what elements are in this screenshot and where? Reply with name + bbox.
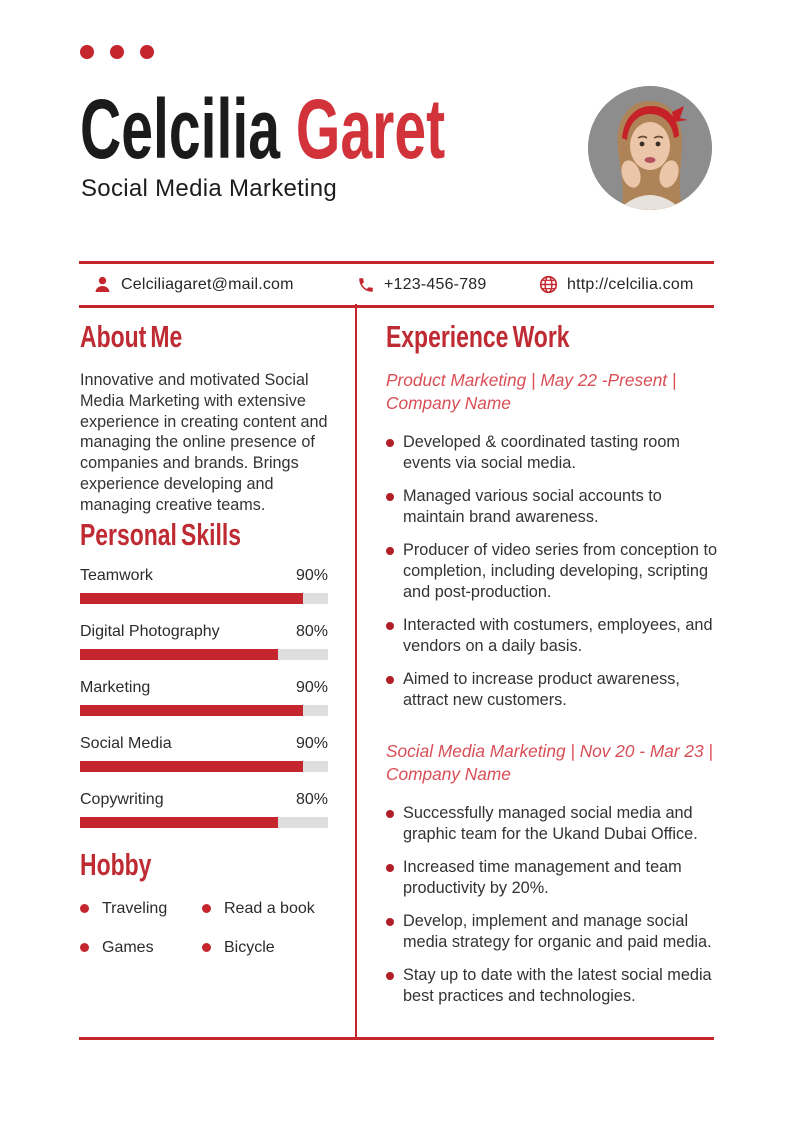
bottom-rule [79, 1037, 714, 1040]
dot-icon [140, 45, 154, 59]
skill-percent: 80% [295, 790, 328, 808]
skill-label: Teamwork [80, 566, 153, 584]
bullet-text: Aimed to increase product awareness, attract new customers. [403, 670, 680, 709]
skill-bar [80, 593, 328, 604]
skills-heading: Personal Skills [80, 516, 241, 552]
job-title: Product Marketing | May 22 -Present | Company Name [386, 370, 677, 413]
bullet-text: Stay up to date with the latest social media best practices and technologies. [403, 966, 712, 1005]
profile-photo-illustration [588, 86, 712, 210]
website-text: http://celcilia.com [567, 275, 694, 293]
skill-bar-fill [80, 649, 278, 660]
contact-email [93, 264, 294, 305]
job-bullets [386, 432, 718, 711]
skill-item [80, 678, 328, 716]
skill-row-header [80, 622, 328, 642]
skill-label: Digital Photography [80, 622, 220, 640]
skill-item [80, 622, 328, 660]
job-title: Social Media Marketing | Nov 20 - Mar 23 | Company Name [386, 741, 713, 784]
person-name [80, 82, 446, 176]
bullet-dot-icon [386, 439, 394, 447]
bullet-item [386, 615, 718, 657]
hobby-label: Games [102, 938, 154, 956]
about-heading: About Me [80, 319, 183, 354]
first-name: Celcilia [80, 82, 281, 176]
phone-icon [357, 276, 375, 294]
bullet-dot-icon [80, 904, 89, 913]
skill-bar-fill [80, 817, 278, 828]
bullet-text: Managed various social accounts to maintain brand awareness. [403, 487, 662, 526]
bullet-item [386, 857, 718, 899]
bullet-text: Interacted with costumers, employees, and vendors on a daily basis. [403, 616, 713, 655]
bullet-dot-icon [80, 943, 89, 952]
skill-bar [80, 705, 328, 716]
hobby-label: Bicycle [224, 938, 275, 956]
skill-item [80, 566, 328, 604]
dot-icon [110, 45, 124, 59]
last-name: Garet [295, 82, 446, 176]
contact-bar [79, 261, 714, 308]
skill-bar [80, 817, 328, 828]
skills-list [80, 566, 328, 828]
bullet-dot-icon [386, 547, 394, 555]
bullet-dot-icon [202, 904, 211, 913]
hobby-item [202, 900, 328, 918]
bullet-item [386, 965, 718, 1007]
skill-item [80, 734, 328, 772]
skill-bar [80, 649, 328, 660]
skill-percent: 80% [295, 622, 328, 640]
bullet-item [386, 486, 718, 528]
hobby-item [80, 939, 202, 957]
experience-heading: Experience Work [386, 319, 570, 354]
skill-item [80, 790, 328, 828]
skill-bar [80, 761, 328, 772]
phone-text: +123-456-789 [384, 275, 487, 293]
bullet-item [386, 669, 718, 711]
profile-photo [588, 86, 712, 210]
globe-icon [539, 275, 558, 294]
left-column [80, 318, 328, 957]
skill-label: Social Media [80, 734, 172, 752]
person-icon [93, 275, 112, 294]
column-divider [355, 304, 357, 1038]
skill-label: Copywriting [80, 790, 164, 808]
skill-percent: 90% [295, 566, 328, 584]
decorative-dots [80, 45, 154, 59]
contact-phone [357, 264, 487, 305]
skill-bar-fill [80, 761, 303, 772]
skill-percent: 90% [295, 678, 328, 696]
hobby-list [80, 900, 328, 957]
bullet-dot-icon [386, 810, 394, 818]
bullet-dot-icon [386, 864, 394, 872]
email-text: Celciliagaret@mail.com [121, 275, 294, 293]
hobby-label: Traveling [102, 899, 168, 917]
job-subtitle: Social Media Marketing [81, 175, 338, 202]
hobby-item [202, 939, 328, 957]
right-column [386, 318, 718, 1019]
dot-icon [80, 45, 94, 59]
skill-label: Marketing [80, 678, 151, 696]
skill-row-header [80, 678, 328, 698]
bullet-item [386, 540, 718, 603]
bullet-dot-icon [386, 676, 394, 684]
bullet-text: Develop, implement and manage social media strategy for organic and paid media. [403, 912, 712, 951]
bullet-text: Successfully managed social media and graphic team for the Ukand Dubai Office. [403, 804, 698, 843]
skill-bar-fill [80, 705, 303, 716]
bullet-dot-icon [202, 943, 211, 952]
bullet-text: Developed & coordinated tasting room events via social media. [403, 433, 680, 472]
bullet-item [386, 911, 718, 953]
experience-jobs [386, 369, 718, 1007]
skill-bar-fill [80, 593, 303, 604]
contact-website [539, 264, 694, 305]
bullet-dot-icon [386, 493, 394, 501]
bullet-dot-icon [386, 622, 394, 630]
about-text: Innovative and motivated Social Media Marketing with extensive experience in creating content and managing the online presence of companies and brands. Brings experience developing and managing creative teams. [80, 371, 328, 514]
skill-row-header [80, 790, 328, 810]
job-bullets [386, 803, 718, 1007]
hobby-heading: Hobby [80, 846, 152, 882]
hobby-item [80, 900, 202, 918]
bullet-item [386, 432, 718, 474]
bullet-text: Increased time management and team productivity by 20%. [403, 858, 682, 897]
skill-percent: 90% [295, 734, 328, 752]
bullet-dot-icon [386, 972, 394, 980]
bullet-item [386, 803, 718, 845]
hobby-label: Read a book [224, 899, 315, 917]
bullet-text: Producer of video series from conception to completion, including developing, scripting and post-production. [403, 541, 718, 601]
skill-row-header [80, 734, 328, 754]
bullet-dot-icon [386, 918, 394, 926]
skill-row-header [80, 566, 328, 586]
